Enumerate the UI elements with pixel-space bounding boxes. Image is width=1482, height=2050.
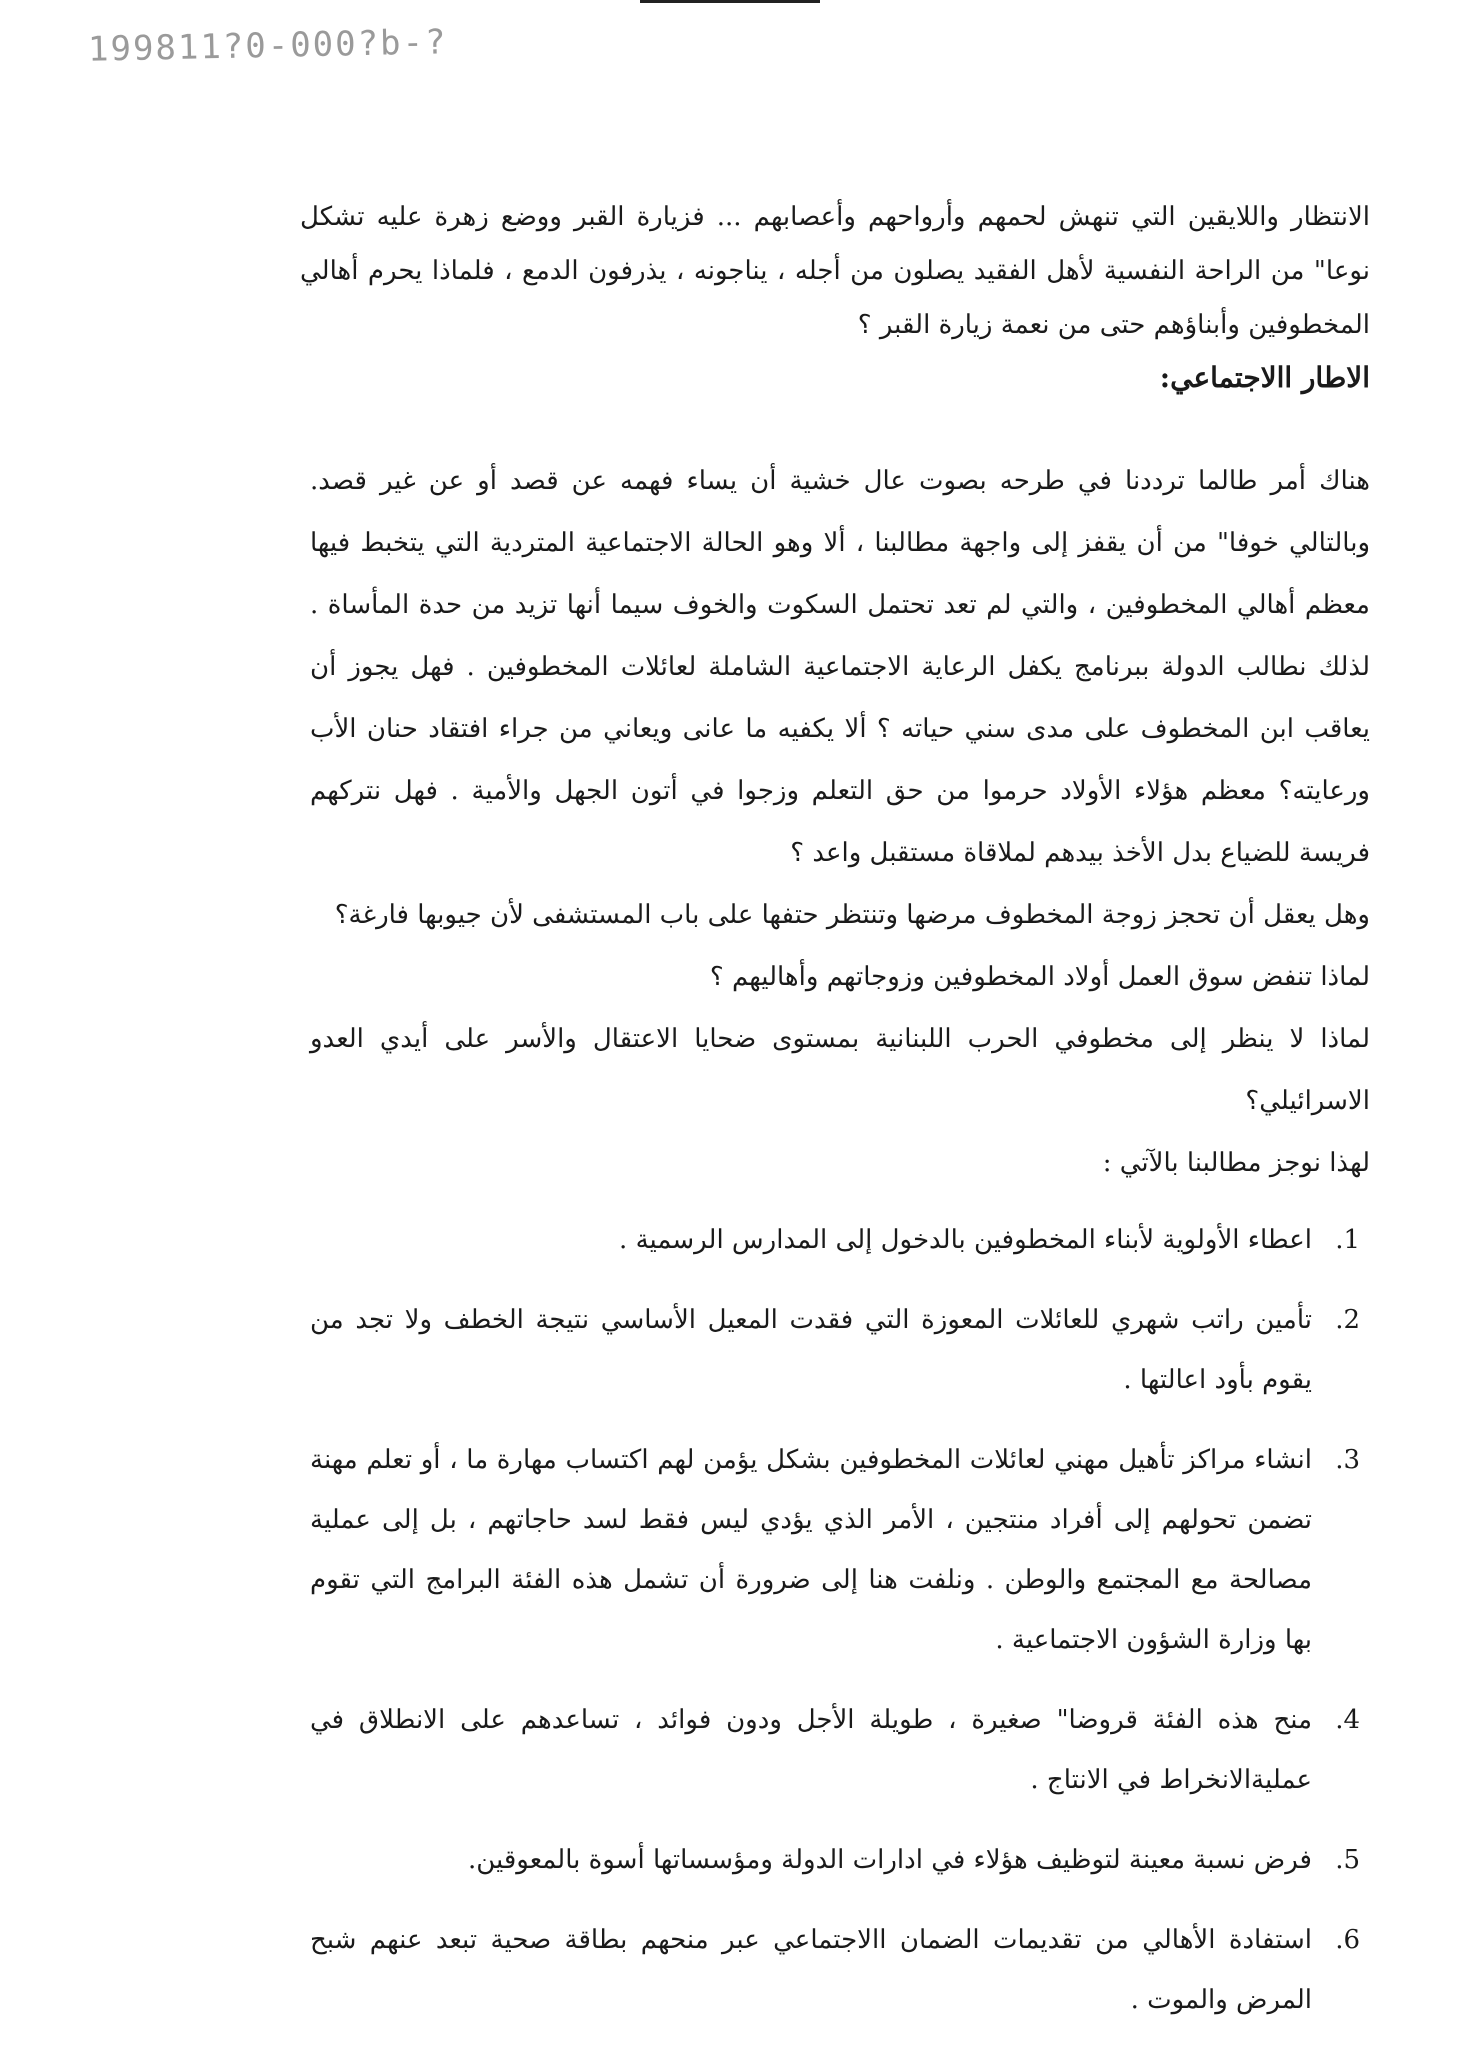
demands-list xyxy=(310,1210,1360,2050)
list-item-text: تأمين راتب شهري للعائلات المعوزة التي فقدت المعيل الأساسي نتيجة الخطف ولا تجد من يقوم بأود اعالتها . xyxy=(310,1305,1312,1395)
list-item-number: 3. xyxy=(1335,1445,1360,1475)
intro-paragraph: الانتظار واللايقين التي تنهش لحمهم وأرواحهم وأعصابهم ... فزيارة القبر ووضع زهرة عليه تشكل نوعا" من الراحة النفسية لأهل الفقيد يصلون من أجله ، يناجونه ، يذرفون الدمع ، فلماذا يحرم أهالي المخطوفين وأبناؤهم حتى من نعمة زيارة القبر ؟ xyxy=(300,202,1370,340)
list-item-number: 6. xyxy=(1335,1925,1360,1955)
list-item-number: 2. xyxy=(1335,1305,1360,1335)
list-item-number: 1. xyxy=(1335,1225,1360,1255)
question-line-1: وهل يعقل أن تحجز زوجة المخطوف مرضها وتنتظر حتفها على باب المستشفى لأن جيوبها فارغة؟ xyxy=(334,900,1370,930)
question-line-3: لماذا لا ينظر إلى مخطوفي الحرب اللبنانية بمستوى ضحايا الاعتقال والأسر على أيدي العدو الاسرائيلي؟ xyxy=(310,1024,1370,1116)
document-top-section xyxy=(300,190,1370,404)
list-item-text: فرض نسبة معينة لتوظيف هؤلاء في ادارات الدولة ومؤسساتها أسوة بالمعوقين. xyxy=(467,1845,1312,1875)
list-item-text: استفادة الأهالي من تقديمات الضمان االاجتماعي عبر منحهم بطاقة صحية تبعد عنهم شبح المرض والموت . xyxy=(310,1925,1312,2015)
list-item xyxy=(310,1290,1360,1410)
list-item-text: انشاء مراكز تأهيل مهني لعائلات المخطوفين بشكل يؤمن لهم اكتساب مهارة ما ، أو تعلم مهنة تضمن تحولهم إلى أفراد منتجين ، الأمر الذي يؤدي ليس فقط لسد حاجاتهم ، بل إلى عملية مصالحة مع المجتمع والوطن . ونلفت هنا إلى ضرورة أن تشمل هذه الفئة البرامج التي تقوم بها وزارة الشؤون الاجتماعية . xyxy=(310,1445,1312,1655)
document-body xyxy=(310,450,1370,1194)
top-rule xyxy=(640,0,820,3)
list-item xyxy=(310,1830,1360,1890)
list-item xyxy=(310,1910,1360,2030)
list-item-text: منح هذه الفئة قروضا" صغيرة ، طويلة الأجل ودون فوائد ، تساعدهم على الانطلاق في عمليةالانخراط في الانتاج . xyxy=(310,1705,1312,1795)
list-item-text: اعطاء الأولوية لأبناء المخطوفين بالدخول إلى المدارس الرسمية . xyxy=(619,1225,1312,1255)
list-item-number: 4. xyxy=(1335,1705,1360,1735)
question-line-2: لماذا تنفض سوق العمل أولاد المخطوفين وزوجاتهم وأهاليهم ؟ xyxy=(709,962,1370,992)
handwritten-reference-number: 199811?0-000?b-? xyxy=(87,22,448,70)
list-item xyxy=(310,1210,1360,1270)
section-heading: الاطار االاجتماعي: xyxy=(1159,361,1370,394)
demands-intro: لهذا نوجز مطالبنا بالآتي : xyxy=(1102,1148,1370,1178)
list-item xyxy=(310,1690,1360,1810)
social-paragraph: هناك أمر طالما ترددنا في طرحه بصوت عال خشية أن يساء فهمه عن قصد أو عن غير قصد. وبالتالي خوفا" من أن يقفز إلى واجهة مطالبنا ، ألا وهو الحالة الاجتماعية المتردية التي يتخبط فيها معظم أهالي المخطوفين ، والتي لم تعد تحتمل السكوت والخوف سيما أنها تزيد من حدة المأساة . لذلك نطالب الدولة ببرنامج يكفل الرعاية الاجتماعية الشاملة لعائلات المخطوفين . فهل يجوز أن يعاقب ابن المخطوف على مدى سني حياته ؟ ألا يكفيه ما عانى ويعاني من جراء افتقاد حنان الأب ورعايته؟ معظم هؤلاء الأولاد حرموا من حق التعلم وزجوا في أتون الجهل والأمية . فهل نتركهم فريسة للضياع بدل الأخذ بيدهم لملاقاة مستقبل واعد ؟ xyxy=(310,466,1370,868)
list-item xyxy=(310,1430,1360,1670)
list-item-number: 5. xyxy=(1335,1845,1360,1875)
